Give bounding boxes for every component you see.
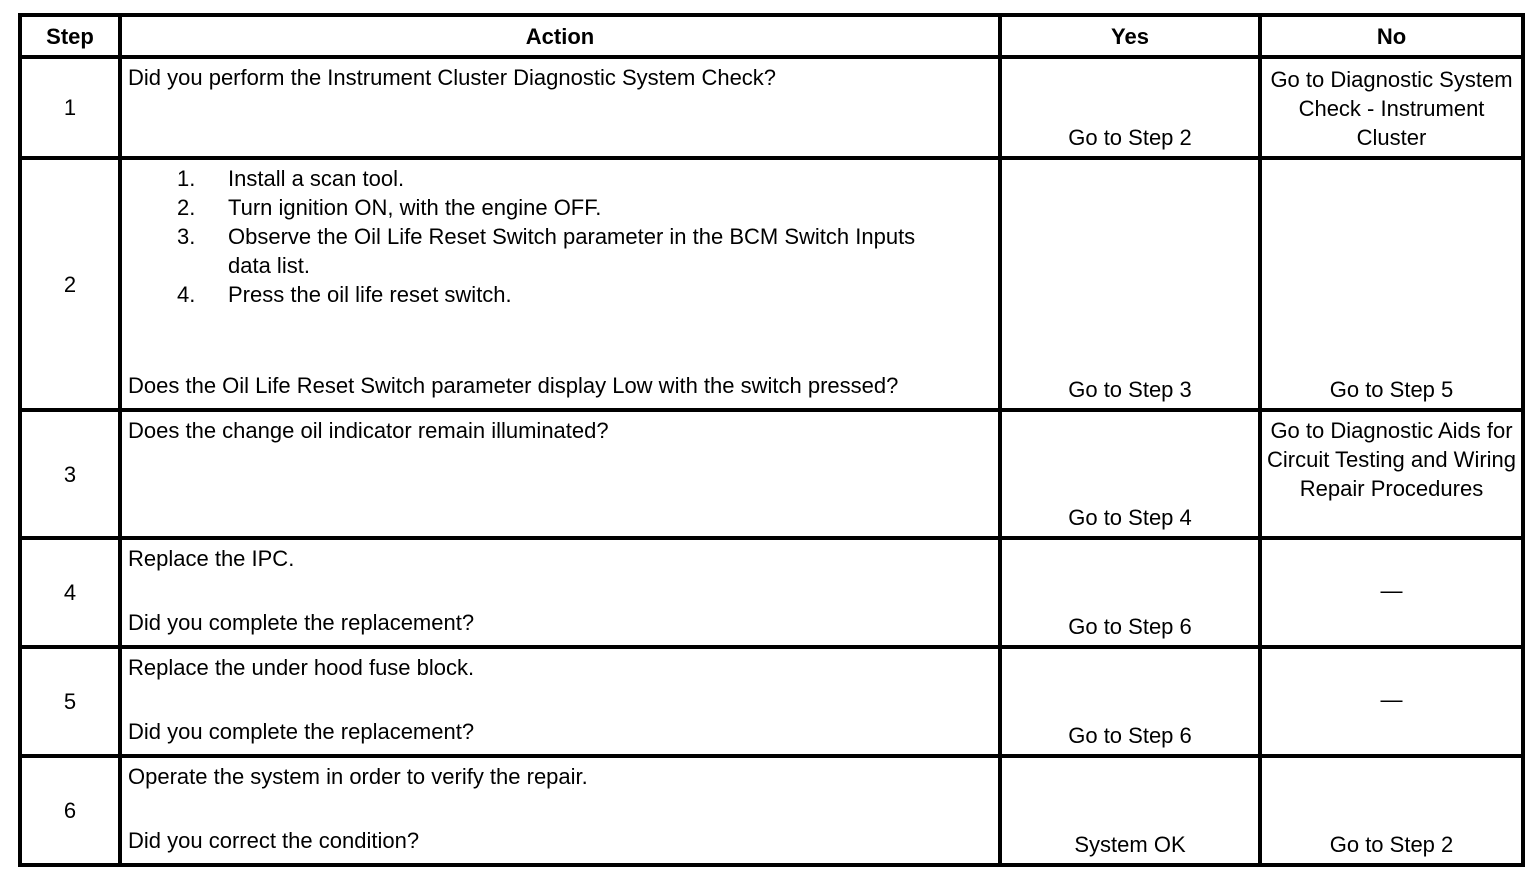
list-item (128, 193, 992, 222)
list-item-text: Install a scan tool. (228, 166, 405, 191)
action-question: Did you complete the replacement? (128, 719, 475, 744)
yes-cell: Go to Step 4 (1000, 410, 1260, 538)
diagnostic-table (18, 13, 1525, 867)
action-cell (120, 756, 1000, 865)
list-item (128, 164, 992, 193)
header-yes: Yes (1000, 15, 1260, 57)
step-number: 4 (20, 538, 120, 647)
action-text: Did you perform the Instrument Cluster Diagnostic System Check? (128, 65, 777, 90)
header-no: No (1260, 15, 1523, 57)
no-cell: — (1260, 538, 1523, 647)
list-item-text: Press the oil life reset switch. (228, 282, 512, 307)
action-question: Did you correct the condition? (128, 828, 420, 853)
table-row (20, 756, 1523, 865)
list-item (128, 222, 992, 280)
action-text: Replace the IPC. (128, 546, 295, 571)
action-text: Operate the system in order to verify the repair. (128, 764, 588, 789)
yes-cell: Go to Step 2 (1000, 57, 1260, 158)
list-item-text: Observe the Oil Life Reset Switch parameter in the BCM Switch Inputs data list. (228, 224, 916, 278)
list-item-number: 3. (177, 224, 196, 249)
action-cell (120, 158, 1000, 410)
action-cell (120, 647, 1000, 756)
no-cell: — (1260, 647, 1523, 756)
yes-cell: Go to Step 6 (1000, 647, 1260, 756)
step-number: 6 (20, 756, 120, 865)
step-number: 1 (20, 57, 120, 158)
no-cell: Go to Step 5 (1260, 158, 1523, 410)
action-text: Replace the under hood fuse block. (128, 655, 475, 680)
action-cell (120, 410, 1000, 538)
no-cell: Go to Step 2 (1260, 756, 1523, 865)
yes-cell: Go to Step 3 (1000, 158, 1260, 410)
yes-cell: System OK (1000, 756, 1260, 865)
step-number: 3 (20, 410, 120, 538)
action-question: Does the Oil Life Reset Switch parameter display Low with the switch pressed? (128, 373, 899, 398)
step-number: 5 (20, 647, 120, 756)
header-row (20, 15, 1523, 57)
table-row (20, 538, 1523, 647)
step-number: 2 (20, 158, 120, 410)
table-row (20, 57, 1523, 158)
table-row (20, 410, 1523, 538)
header-action: Action (120, 15, 1000, 57)
table-row (20, 647, 1523, 756)
action-cell (120, 538, 1000, 647)
header-step: Step (20, 15, 120, 57)
no-cell: Go to Diagnostic Aids for Circuit Testing and Wiring Repair Procedures (1260, 410, 1523, 538)
list-item-number: 2. (177, 195, 196, 220)
list-item-number: 1. (177, 166, 196, 191)
table-row (20, 158, 1523, 410)
yes-cell: Go to Step 6 (1000, 538, 1260, 647)
list-item-text: Turn ignition ON, with the engine OFF. (228, 195, 602, 220)
action-cell (120, 57, 1000, 158)
list-item-number: 4. (177, 282, 196, 307)
action-question: Did you complete the replacement? (128, 610, 475, 635)
action-text: Does the change oil indicator remain illuminated? (128, 418, 609, 443)
action-steps-list (128, 164, 992, 309)
no-cell: Go to Diagnostic System Check - Instrument Cluster (1260, 57, 1523, 158)
list-item (128, 280, 992, 309)
